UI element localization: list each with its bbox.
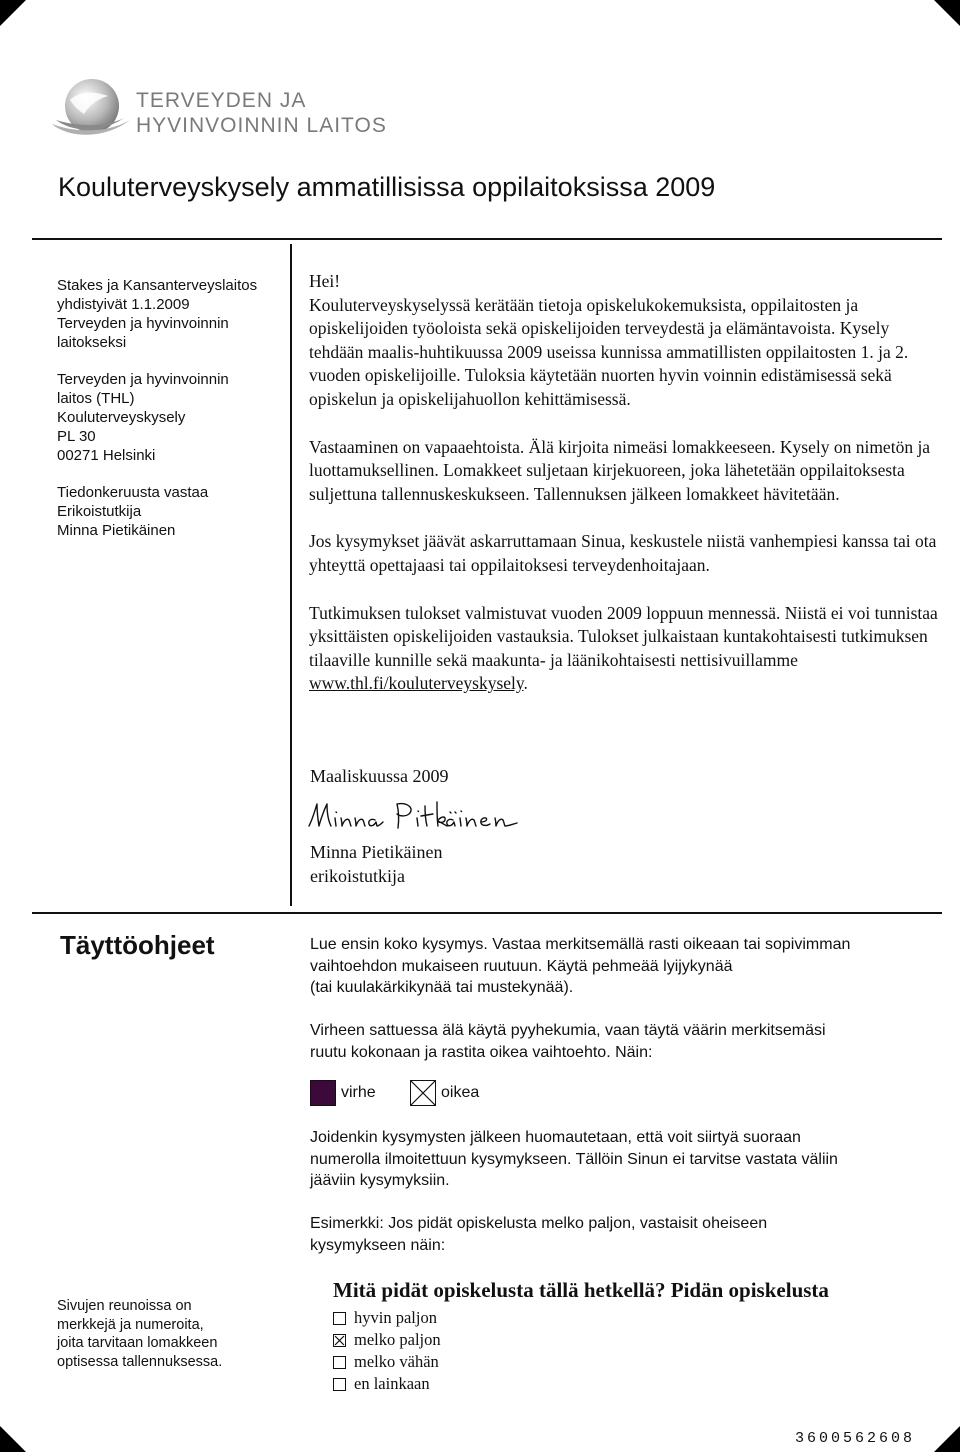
address-line: Kouluterveyskysely <box>57 409 186 426</box>
signature-date: Maaliskuussa 2009 <box>310 766 449 786</box>
note-line: merkkejä ja numeroita, <box>57 1316 204 1333</box>
sidebar-line: yhdistyivät 1.1.2009 <box>57 296 190 313</box>
example-question <box>333 1278 829 1395</box>
address-line: PL 30 <box>57 428 96 445</box>
legend-right-label: oikea <box>441 1084 480 1101</box>
contact-line: Erikoistutkija <box>57 503 142 520</box>
letter-paragraph-3: Jos kysymykset jäävät askarruttamaan Sinua, keskustele niistä vanhempiesi kanssa tai ota yhteyttä opettajaasi tai oppilaitoksesi terveydenhoitajaan. <box>309 531 937 575</box>
instructions-line: (tai kuulakärkikynää tai mustekynää). <box>310 979 574 996</box>
sidebar-line: Stakes ja Kansanterveyslaitos <box>57 277 258 294</box>
instructions-line: ruutu kokonaan ja rastita oikea vaihtoehto. Näin: <box>310 1043 653 1061</box>
instructions-line: jääviin kysymyksiin. <box>310 1172 450 1189</box>
example-option[interactable] <box>333 1307 829 1329</box>
instructions-line: Virheen sattuessa älä käytä pyyhekumia, vaan täytä väärin merkitsemäsi <box>310 1022 826 1039</box>
letter-greeting: Hei! <box>309 271 341 291</box>
address-line: Terveyden ja hyvinvoinnin <box>57 371 229 388</box>
example-option-label: melko paljon <box>354 1330 441 1349</box>
wrong-filled-box-icon <box>310 1080 336 1106</box>
instructions-paragraph-1 <box>310 934 950 999</box>
contact-line: Tiedonkeruusta vastaa <box>57 484 209 501</box>
example-option-label: melko vähän <box>354 1352 439 1371</box>
note-line: optisessa tallennuksessa. <box>57 1353 223 1370</box>
instructions-line: kysymykseen näin: <box>310 1236 446 1254</box>
instructions-line: Esimerkki: Jos pidät opiskelusta melko paljon, vastaisit oheiseen <box>310 1215 768 1232</box>
letter-paragraph-2: Vastaaminen on vapaaehtoista. Älä kirjoita nimeäsi lomakkeeseen. Kysely on nimetön ja luottamuksellinen. Lomakkeet suljetaan kirjekuoreen, joka lähetetään oppilaitoksesta suljettuna tallennuskeskukseen. Tallennuksen jälkeen lomakkeet hävitetään. <box>309 436 931 504</box>
website-link[interactable]: www.thl.fi/kouluterveyskysely <box>309 673 524 694</box>
instructions-paragraph-4 <box>310 1213 950 1256</box>
thl-logo <box>48 74 398 146</box>
registration-mark-top-right <box>934 0 960 26</box>
letter-paragraph-4 <box>309 602 939 696</box>
margin-marks-note <box>57 1297 222 1371</box>
contact-line: Minna Pietikäinen <box>57 522 176 539</box>
form-id-number: 3600562608 <box>795 1430 916 1447</box>
sidebar-line: Terveyden ja hyvinvoinnin <box>57 315 229 332</box>
correct-crossed-box-icon <box>410 1080 436 1106</box>
instructions-paragraph-2 <box>310 1020 950 1063</box>
sidebar-line: laitokseksi <box>57 334 127 351</box>
signer-role: erikoistutkija <box>310 866 405 886</box>
example-option[interactable] <box>333 1329 829 1351</box>
instructions-paragraph-3 <box>310 1127 950 1192</box>
example-question-text: Mitä pidät opiskelusta tällä hetkellä? Pidän opiskelusta <box>333 1278 829 1302</box>
checkbox-icon[interactable] <box>333 1312 346 1325</box>
signer-name: Minna Pietikäinen <box>310 842 443 862</box>
checkbox-icon[interactable] <box>333 1356 346 1369</box>
globe-icon <box>48 74 132 146</box>
top-divider <box>32 238 942 240</box>
handwritten-signature <box>305 796 535 841</box>
example-option[interactable] <box>333 1351 829 1373</box>
note-line: Sivujen reunoissa on <box>57 1298 192 1314</box>
example-option[interactable] <box>333 1373 829 1395</box>
address-line: 00271 Helsinki <box>57 447 156 464</box>
example-option-label: hyvin paljon <box>354 1308 437 1327</box>
registration-mark-top-left <box>0 0 26 26</box>
page-title: Kouluterveyskysely ammatillisissa oppilaitoksissa 2009 <box>58 172 716 202</box>
instructions-line: numerolla ilmoitettuun kysymykseen. Tällöin Sinun ei tarvitse vastata väliin <box>310 1150 838 1168</box>
checked-checkbox-icon[interactable] <box>333 1334 346 1347</box>
logo-line-2: HYVINVOINNIN LAITOS <box>136 114 387 137</box>
logo-line-1: TERVEYDEN JA <box>136 89 307 112</box>
registration-mark-bottom-left <box>0 1426 26 1452</box>
legend-wrong-label: virhe <box>341 1084 376 1101</box>
instructions-title: Täyttöohjeet <box>60 930 215 960</box>
cover-letter <box>309 270 939 696</box>
instructions-line: Joidenkin kysymysten jälkeen huomautetaan, että voit siirtyä suoraan <box>310 1129 801 1146</box>
instructions-line: vaihtoehdon mukaiseen ruutuun. Käytä pehmeää lyijykynää <box>310 957 733 975</box>
sidebar-info <box>57 276 287 540</box>
vertical-divider <box>290 244 292 906</box>
example-option-label: en lainkaan <box>354 1374 430 1393</box>
instructions-divider <box>32 912 942 914</box>
letter-paragraph-4-text: Tutkimuksen tulokset valmistuvat vuoden 2009 loppuun mennessä. Niistä ei voi tunnistaa yksittäisten opiskelijoiden vastauksia. Tulokset julkaistaan kuntakohtaisesti tutkimuksen tilaaville kunnille sekä maakunta- ja läänikohtaisesti nettisivuillamme <box>309 602 938 670</box>
link-suffix: . <box>523 673 528 694</box>
address-line: laitos (THL) <box>57 390 135 407</box>
signature-name-block <box>310 840 442 888</box>
registration-mark-bottom-right <box>934 1426 960 1452</box>
checkbox-icon[interactable] <box>333 1378 346 1391</box>
letter-paragraph-1: Kouluterveyskyselyssä kerätään tietoja opiskelukokemuksista, oppilaitosten ja opiskelijoiden työoloista sekä opiskelijoiden terveydestä ja elämäntavoista. Kysely tehdään maalis-huhtikuussa 2009 useissa kunnissa ammatillisten oppilaitosten 1. ja 2. vuoden opiskelijoille. Tuloksia käytetään nuorten hyvin voinnin edistämisessä sekä opiskelun ja opiskelijahuollon kehittämisessä. <box>309 294 909 409</box>
note-line: joita tarvitaan lomakkeen <box>57 1335 218 1351</box>
instructions-line: Lue ensin koko kysymys. Vastaa merkitsemällä rasti oikeaan tai sopivimman <box>310 936 851 953</box>
